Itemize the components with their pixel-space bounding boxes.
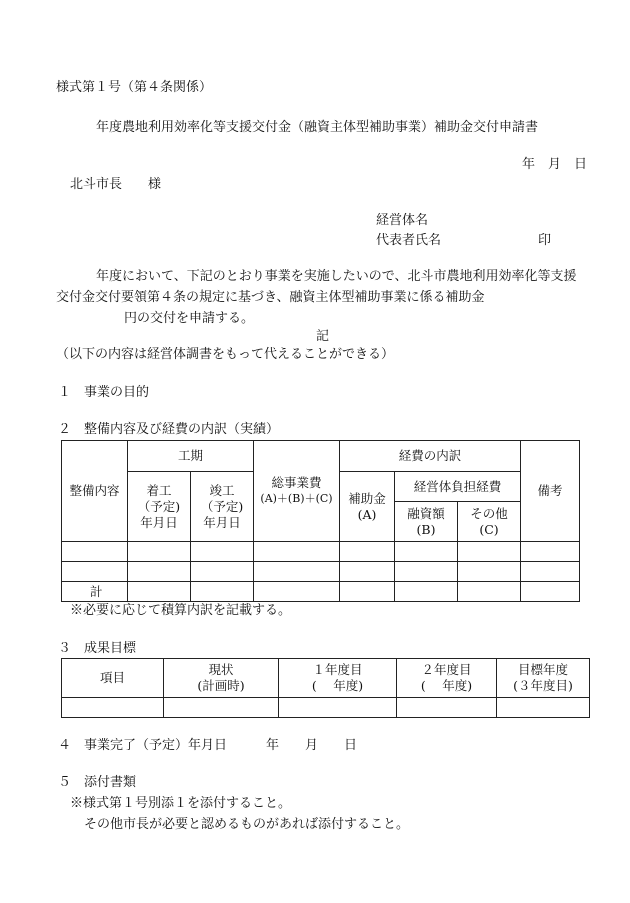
target-table [61, 658, 590, 718]
seal-mark: 印 [538, 233, 552, 248]
total-label: 計 [62, 582, 128, 602]
table-row [62, 698, 590, 718]
substitute-note: （以下の内容は経営体調書をもって代えることができる） [56, 347, 395, 362]
header-burden: 経営体負担経費 [395, 472, 521, 502]
header-start: 着工 （予定) 年月日 [128, 472, 191, 542]
header-year1: １年度目 ( 年度) [279, 659, 397, 698]
header-remarks: 備考 [521, 441, 580, 542]
body-line-2: 交付金交付要領第４条の規定に基づき、融資主体型補助事業に係る補助金 [56, 290, 485, 305]
header-loan: 融資額 (B) [395, 502, 458, 542]
section-1-heading: １ 事業の目的 [58, 385, 150, 400]
header-year2: ２年度目 ( 年度) [397, 659, 497, 698]
expense-note: ※必要に応じて積算内訳を記載する。 [70, 603, 292, 618]
table-row [62, 562, 580, 582]
header-subsidy: 補助金 (A) [340, 472, 395, 542]
header-target: 目標年度 (３年度目) [497, 659, 590, 698]
header-item: 項目 [62, 659, 164, 698]
expense-table [61, 440, 580, 602]
applicant-rep-label: 代表者氏名 [376, 233, 442, 248]
addressee: 北斗市長 様 [70, 177, 162, 192]
body-line-3: 円の交付を申請する。 [124, 311, 255, 326]
header-other: その他 (C) [458, 502, 521, 542]
table-row [62, 542, 580, 562]
attachment-line-2: その他市長が必要と認めるものがあれば添付すること。 [84, 817, 410, 832]
total-row [62, 582, 580, 602]
header-current: 現状 (計画時) [164, 659, 279, 698]
header-total: 総事業費 (A)＋(B)＋(C) [254, 441, 340, 542]
header-breakdown: 経費の内訳 [340, 441, 521, 472]
body-line-1: 年度において、下記のとおり事業を実施したいので、北斗市農地利用効率化等支援 [96, 269, 577, 284]
header-end: 竣工 （予定) 年月日 [191, 472, 254, 542]
document-title: 年度農地利用効率化等支援交付金（融資主体型補助事業）補助金交付申請書 [96, 120, 539, 135]
section-5-heading: ５ 添付書類 [58, 775, 137, 790]
date-line: 年 月 日 [522, 157, 588, 172]
section-4-heading: ４ 事業完了（予定）年月日 年 月 日 [58, 738, 358, 753]
applicant-org-label: 経営体名 [376, 213, 429, 228]
form-number: 様式第１号（第４条関係） [56, 80, 213, 95]
section-2-heading: ２ 整備内容及び経費の内訳（実績） [58, 422, 280, 437]
header-period: 工期 [128, 441, 254, 472]
ki-heading: 記 [316, 329, 330, 344]
header-content: 整備内容 [62, 441, 128, 542]
section-3-heading: ３ 成果目標 [58, 641, 137, 656]
attachment-line-1: ※様式第１号別添１を添付すること。 [70, 796, 292, 811]
